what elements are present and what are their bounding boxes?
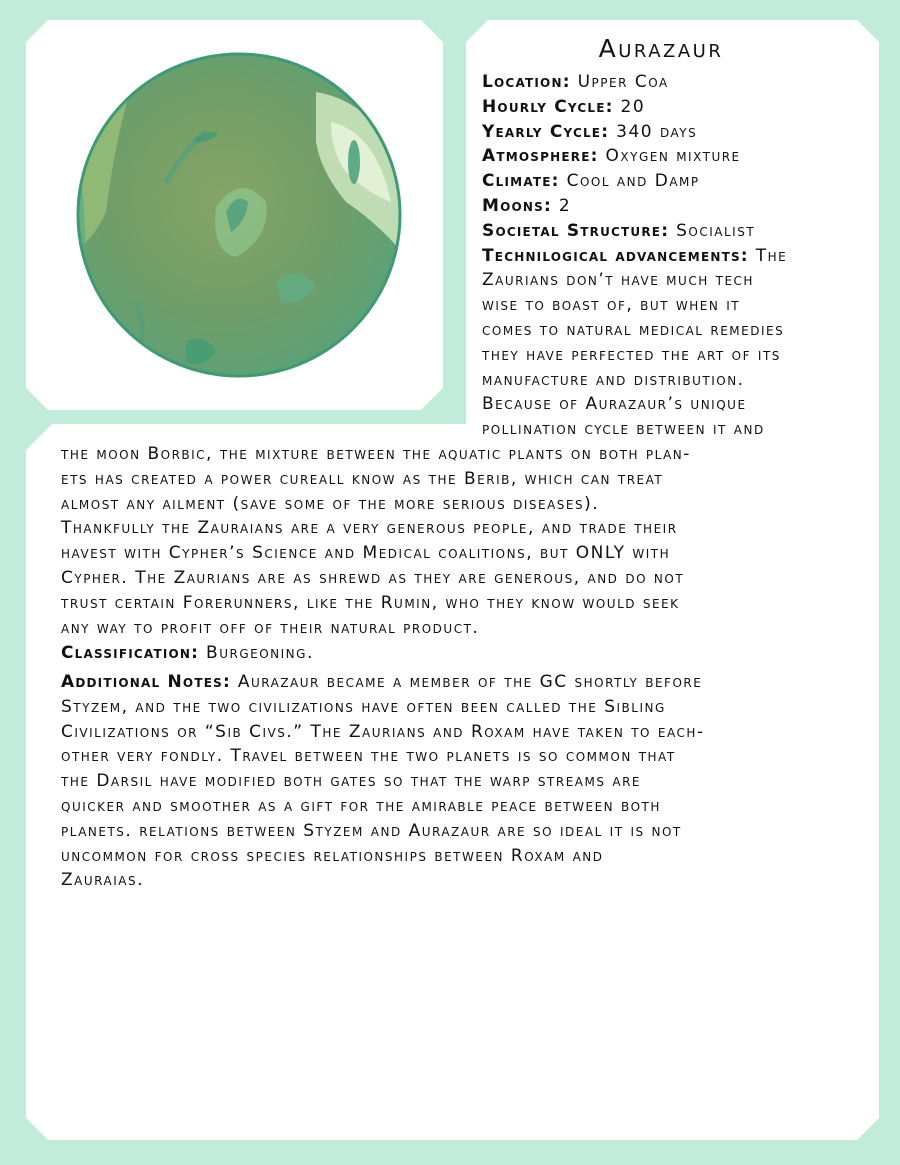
stat-value: Upper Coa — [570, 72, 669, 92]
stat-row — [482, 194, 787, 219]
body-text-line: any way to profit off of their natural product. — [61, 617, 480, 638]
classification — [61, 641, 314, 666]
body-text-line: ets has created a power cureall know as the Berib, which can treat — [61, 468, 664, 489]
tech-text-line: they have perfected the art of its — [482, 344, 781, 365]
stat-label: Moons: — [482, 195, 553, 216]
stat-row — [482, 120, 787, 145]
stat-row — [482, 95, 787, 120]
stat-value: Socialist — [669, 220, 756, 241]
description-body — [61, 442, 691, 640]
body-text-line: havest with Cypher’s Science and Medical coalitions, but ONLY with — [61, 543, 671, 564]
stat-value: The — [748, 245, 788, 266]
tech-text-line: wise to boast of, but when it — [482, 295, 741, 316]
stat-row — [482, 144, 787, 169]
body-text-line: Thankfully the Zauraians are a very generous people, and trade their — [61, 518, 678, 539]
stats-list — [482, 70, 787, 442]
notes-text-line: Styzem, and the two civilizations have often been called the Sibling — [61, 696, 666, 717]
stat-label: Location: — [482, 72, 571, 92]
stat-row — [482, 70, 787, 95]
planet-illustration — [76, 52, 402, 378]
classification-value: Burgeoning. — [199, 643, 314, 663]
body-text-line: Cypher. The Zaurians are as shrewd as they are generous, and do not — [61, 567, 685, 588]
body-text-line: almost any ailment (save some of the more serious diseases). — [61, 493, 600, 514]
notes-text-line: Civilizations or “Sib Civs.” The Zaurians and Roxam have taken to each- — [61, 721, 705, 742]
stat-label: Yearly Cycle: — [482, 121, 610, 142]
classification-label: Classification: — [61, 643, 200, 663]
stat-value: Cool and Damp — [559, 171, 700, 192]
stat-value: 20 — [613, 96, 646, 117]
stat-row — [482, 219, 787, 244]
notes-text-line: uncommon for cross species relationships between Roxam and — [61, 845, 604, 866]
notes-text-line: the Darsil have modified both gates so that the warp streams are — [61, 771, 642, 792]
notes-first-line — [61, 670, 705, 695]
stat-label: Hourly Cycle: — [482, 96, 614, 117]
notes-label: Additional Notes: — [61, 672, 231, 692]
body-text-line: the moon Borbic, the mixture between the aquatic plants on both plan- — [61, 444, 691, 464]
additional-notes — [61, 670, 705, 893]
tech-text-line: manufacture and distribution. — [482, 369, 745, 390]
notes-first-text: Aurazaur became a member of the GC shortly before — [230, 672, 703, 692]
tech-text-line: pollination cycle between it and — [482, 419, 765, 440]
stat-label: Technilogical advancements: — [482, 245, 749, 266]
stat-value: Oxygen mixture — [598, 146, 741, 167]
notes-text-line: Zauraias. — [61, 870, 144, 891]
stat-value: 340 days — [609, 121, 698, 142]
stat-row — [482, 169, 787, 194]
stat-label: Atmosphere: — [482, 146, 599, 167]
page-title: Aurazaur — [598, 34, 724, 63]
body-text-line: trust certain Forerunners, like the Rumin, who they know would seek — [61, 592, 680, 613]
notes-text-line: quicker and smoother as a gift for the amirable peace between both — [61, 795, 661, 816]
tech-text-line: Zaurians don’t have much tech — [482, 270, 754, 291]
stat-value: 2 — [552, 195, 572, 216]
notes-text-line: planets. relations between Styzem and Aurazaur are so ideal it is not — [61, 820, 682, 841]
stat-label: Climate: — [482, 171, 560, 192]
stat-label: Societal Structure: — [482, 220, 670, 241]
notes-lines — [61, 695, 705, 893]
stat-row — [482, 244, 787, 269]
tech-text-line: Because of Aurazaur’s unique — [482, 394, 747, 415]
tech-text-line: comes to natural medical remedies — [482, 319, 785, 340]
notes-text-line: other very fondly. Travel between the two planets is so common that — [61, 746, 676, 767]
